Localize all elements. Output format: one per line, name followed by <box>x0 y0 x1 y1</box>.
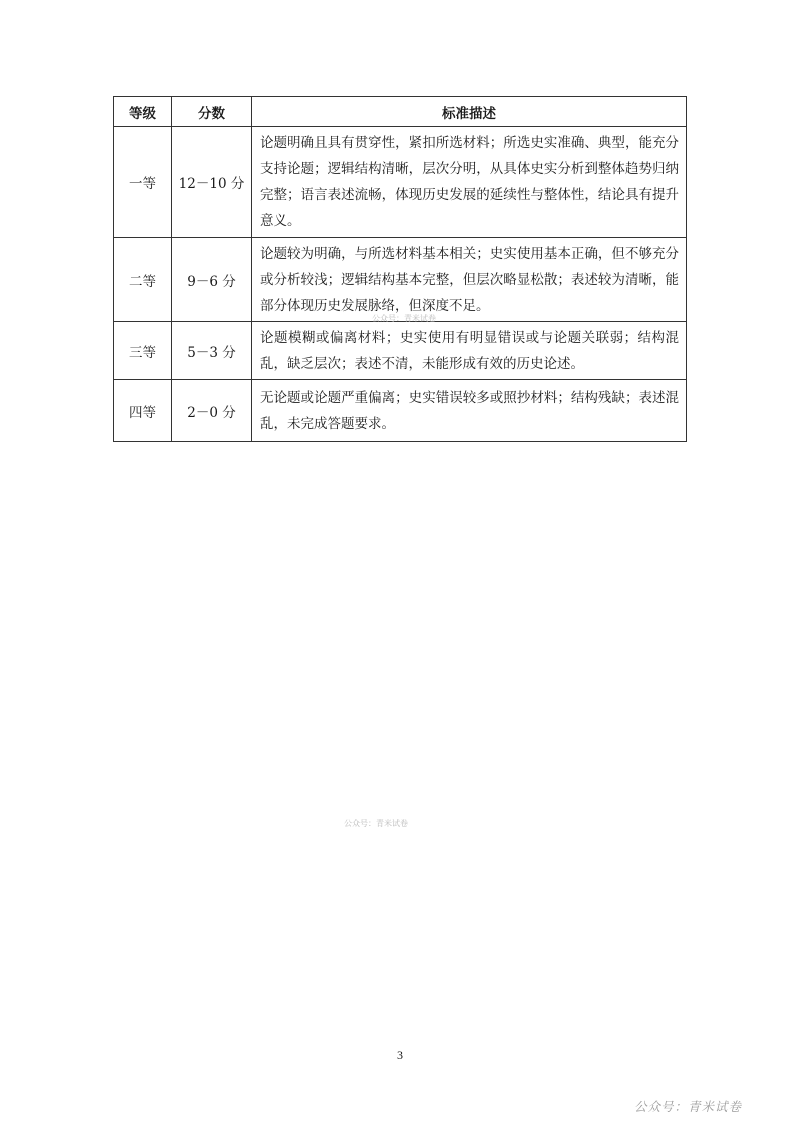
watermark-small: 公众号：青米试卷 <box>344 819 408 828</box>
level-cell: 三等 <box>114 322 172 380</box>
table-row <box>114 127 687 238</box>
header-score: 分数 <box>172 97 252 127</box>
table-header-row <box>114 97 687 127</box>
grading-rubric-table <box>113 96 687 442</box>
score-cell: 12－10 分 <box>172 127 252 238</box>
page-number: 3 <box>397 1048 403 1062</box>
description-cell: 论题较为明确，与所选材料基本相关；史实使用基本正确，但不够充分或分析较浅；逻辑结构基本完整，但层次略显松散；表述较为清晰，能部分体现历史发展脉络，但深度不足。 <box>252 238 687 322</box>
table-row <box>114 238 687 322</box>
score-cell: 5－3 分 <box>172 322 252 380</box>
score-cell: 9－6 分 <box>172 238 252 322</box>
description-cell: 论题明确且具有贯穿性，紧扣所选材料；所选史实准确、典型，能充分支持论题；逻辑结构清晰，层次分明，从具体史实分析到整体趋势归纳完整；语言表述流畅，体现历史发展的延续性与整体性，结论具有提升意义。 <box>252 127 687 238</box>
watermark-corner: 公众号：青米试卷 <box>633 1099 742 1114</box>
table-row <box>114 322 687 380</box>
watermark-small: 公众号：青米试卷 <box>372 314 436 323</box>
level-cell: 二等 <box>114 238 172 322</box>
header-level: 等级 <box>114 97 172 127</box>
description-cell: 无论题或论题严重偏离；史实错误较多或照抄材料；结构残缺；表述混乱，未完成答题要求。 <box>252 380 687 442</box>
score-cell: 2－0 分 <box>172 380 252 442</box>
description-cell: 论题模糊或偏离材料；史实使用有明显错误或与论题关联弱；结构混乱，缺乏层次；表述不清，未能形成有效的历史论述。 <box>252 322 687 380</box>
level-cell: 一等 <box>114 127 172 238</box>
header-description: 标准描述 <box>252 97 687 127</box>
table-row <box>114 380 687 442</box>
level-cell: 四等 <box>114 380 172 442</box>
